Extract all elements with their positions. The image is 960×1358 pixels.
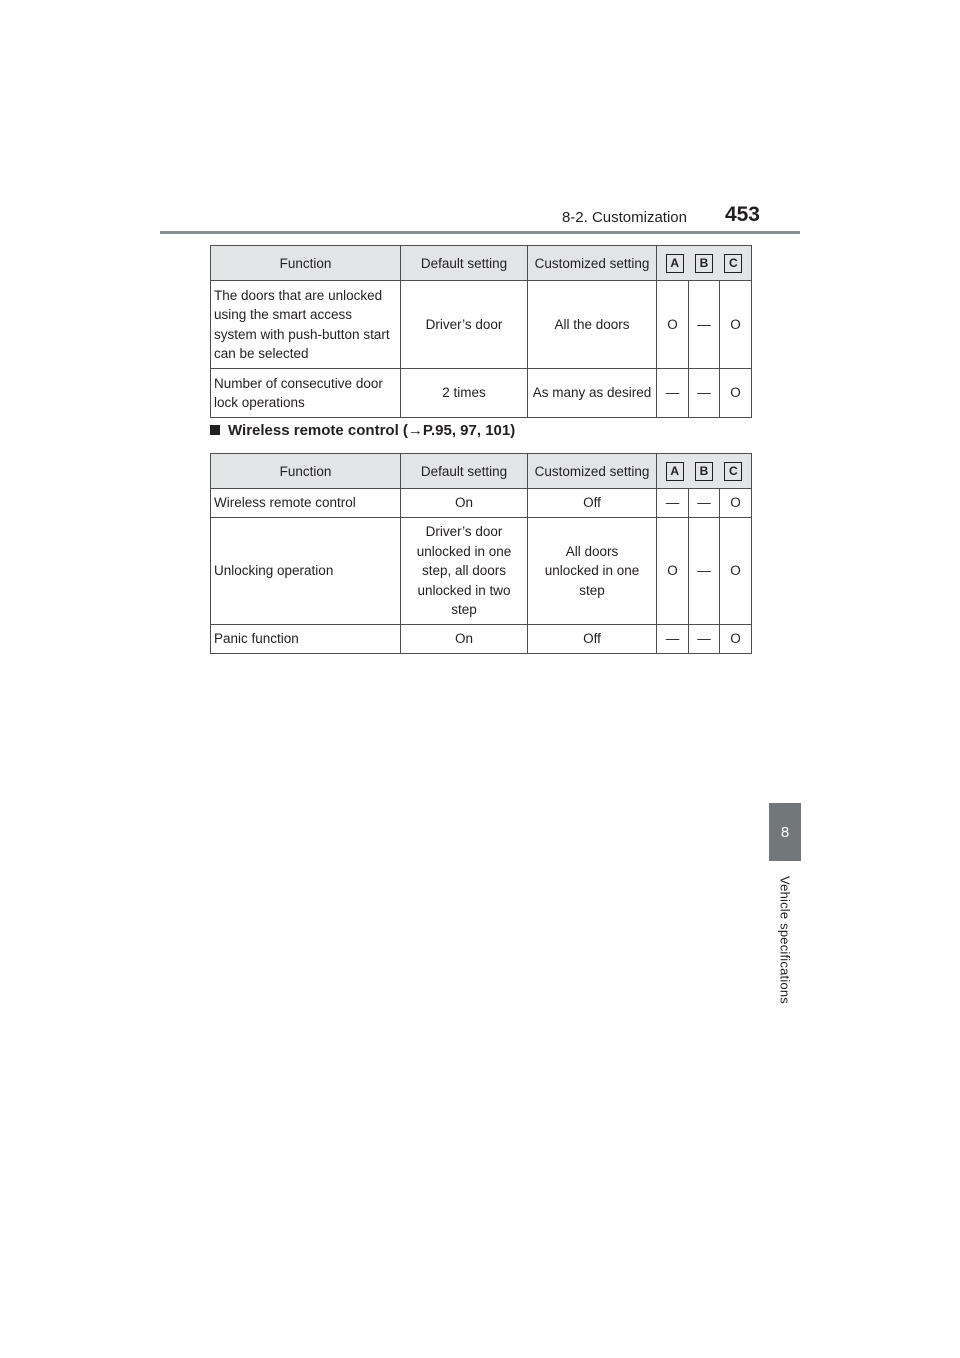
table-row <box>211 625 752 654</box>
column-function: Function <box>211 454 401 489</box>
page-header <box>160 200 800 234</box>
table-header-row <box>211 246 752 281</box>
customization-table-wireless-remote <box>210 453 752 654</box>
cell-function: Wireless remote control <box>211 489 401 518</box>
cell-customized: As many as desired <box>528 369 657 418</box>
table-header-row <box>211 454 752 489</box>
cell-default: On <box>401 625 528 654</box>
cell-b: — <box>689 518 720 625</box>
cell-c: O <box>720 369 752 418</box>
column-customized: Customized setting <box>528 454 657 489</box>
cell-b: — <box>689 281 720 369</box>
table-row <box>211 518 752 625</box>
column-function: Function <box>211 246 401 281</box>
letter-b: B <box>695 254 713 273</box>
cell-function: The doors that are unlocked using the smart access system with push-button start can be selected <box>211 281 401 369</box>
customization-table-smart-access <box>210 245 752 418</box>
cell-a: O <box>657 281 689 369</box>
section-title: 8-2. Customization <box>561 209 687 226</box>
square-bullet-icon <box>210 425 220 435</box>
section-heading <box>210 422 515 439</box>
letter-c: C <box>724 254 742 273</box>
table-row <box>211 489 752 518</box>
cell-function: Unlocking operation <box>211 518 401 625</box>
letter-a: A <box>666 462 684 481</box>
column-abc <box>657 246 752 281</box>
cell-customized: All doors unlocked in one step <box>528 518 657 625</box>
letter-a: A <box>666 254 684 273</box>
chapter-tab[interactable]: 8 <box>769 803 801 861</box>
table-row <box>211 369 752 418</box>
cell-b: — <box>689 489 720 518</box>
cell-c: O <box>720 625 752 654</box>
cell-default: 2 times <box>401 369 528 418</box>
cell-default: Driver’s door unlocked in one step, all doors unlocked in two step <box>401 518 528 625</box>
cell-c: O <box>720 489 752 518</box>
cell-a: — <box>657 625 689 654</box>
page-number: 453 <box>724 203 760 226</box>
letter-b: B <box>695 462 713 481</box>
cell-a: — <box>657 369 689 418</box>
cell-a: — <box>657 489 689 518</box>
column-default: Default setting <box>401 454 528 489</box>
letter-c: C <box>724 462 742 481</box>
cell-function: Number of consecutive door lock operations <box>211 369 401 418</box>
cell-customized: All the doors <box>528 281 657 369</box>
cell-c: O <box>720 281 752 369</box>
column-default: Default setting <box>401 246 528 281</box>
column-customized: Customized setting <box>528 246 657 281</box>
table-row <box>211 281 752 369</box>
cell-default: Driver’s door <box>401 281 528 369</box>
cell-function: Panic function <box>211 625 401 654</box>
section-heading-text: Wireless remote control (→P.95, 97, 101) <box>228 422 516 439</box>
cell-customized: Off <box>528 625 657 654</box>
header-rule <box>160 231 800 234</box>
cell-default: On <box>401 489 528 518</box>
cell-b: — <box>689 625 720 654</box>
cell-b: — <box>689 369 720 418</box>
cell-c: O <box>720 518 752 625</box>
column-abc <box>657 454 752 489</box>
cell-a: O <box>657 518 689 625</box>
cell-customized: Off <box>528 489 657 518</box>
chapter-label: Vehicle specifications <box>777 876 793 1004</box>
